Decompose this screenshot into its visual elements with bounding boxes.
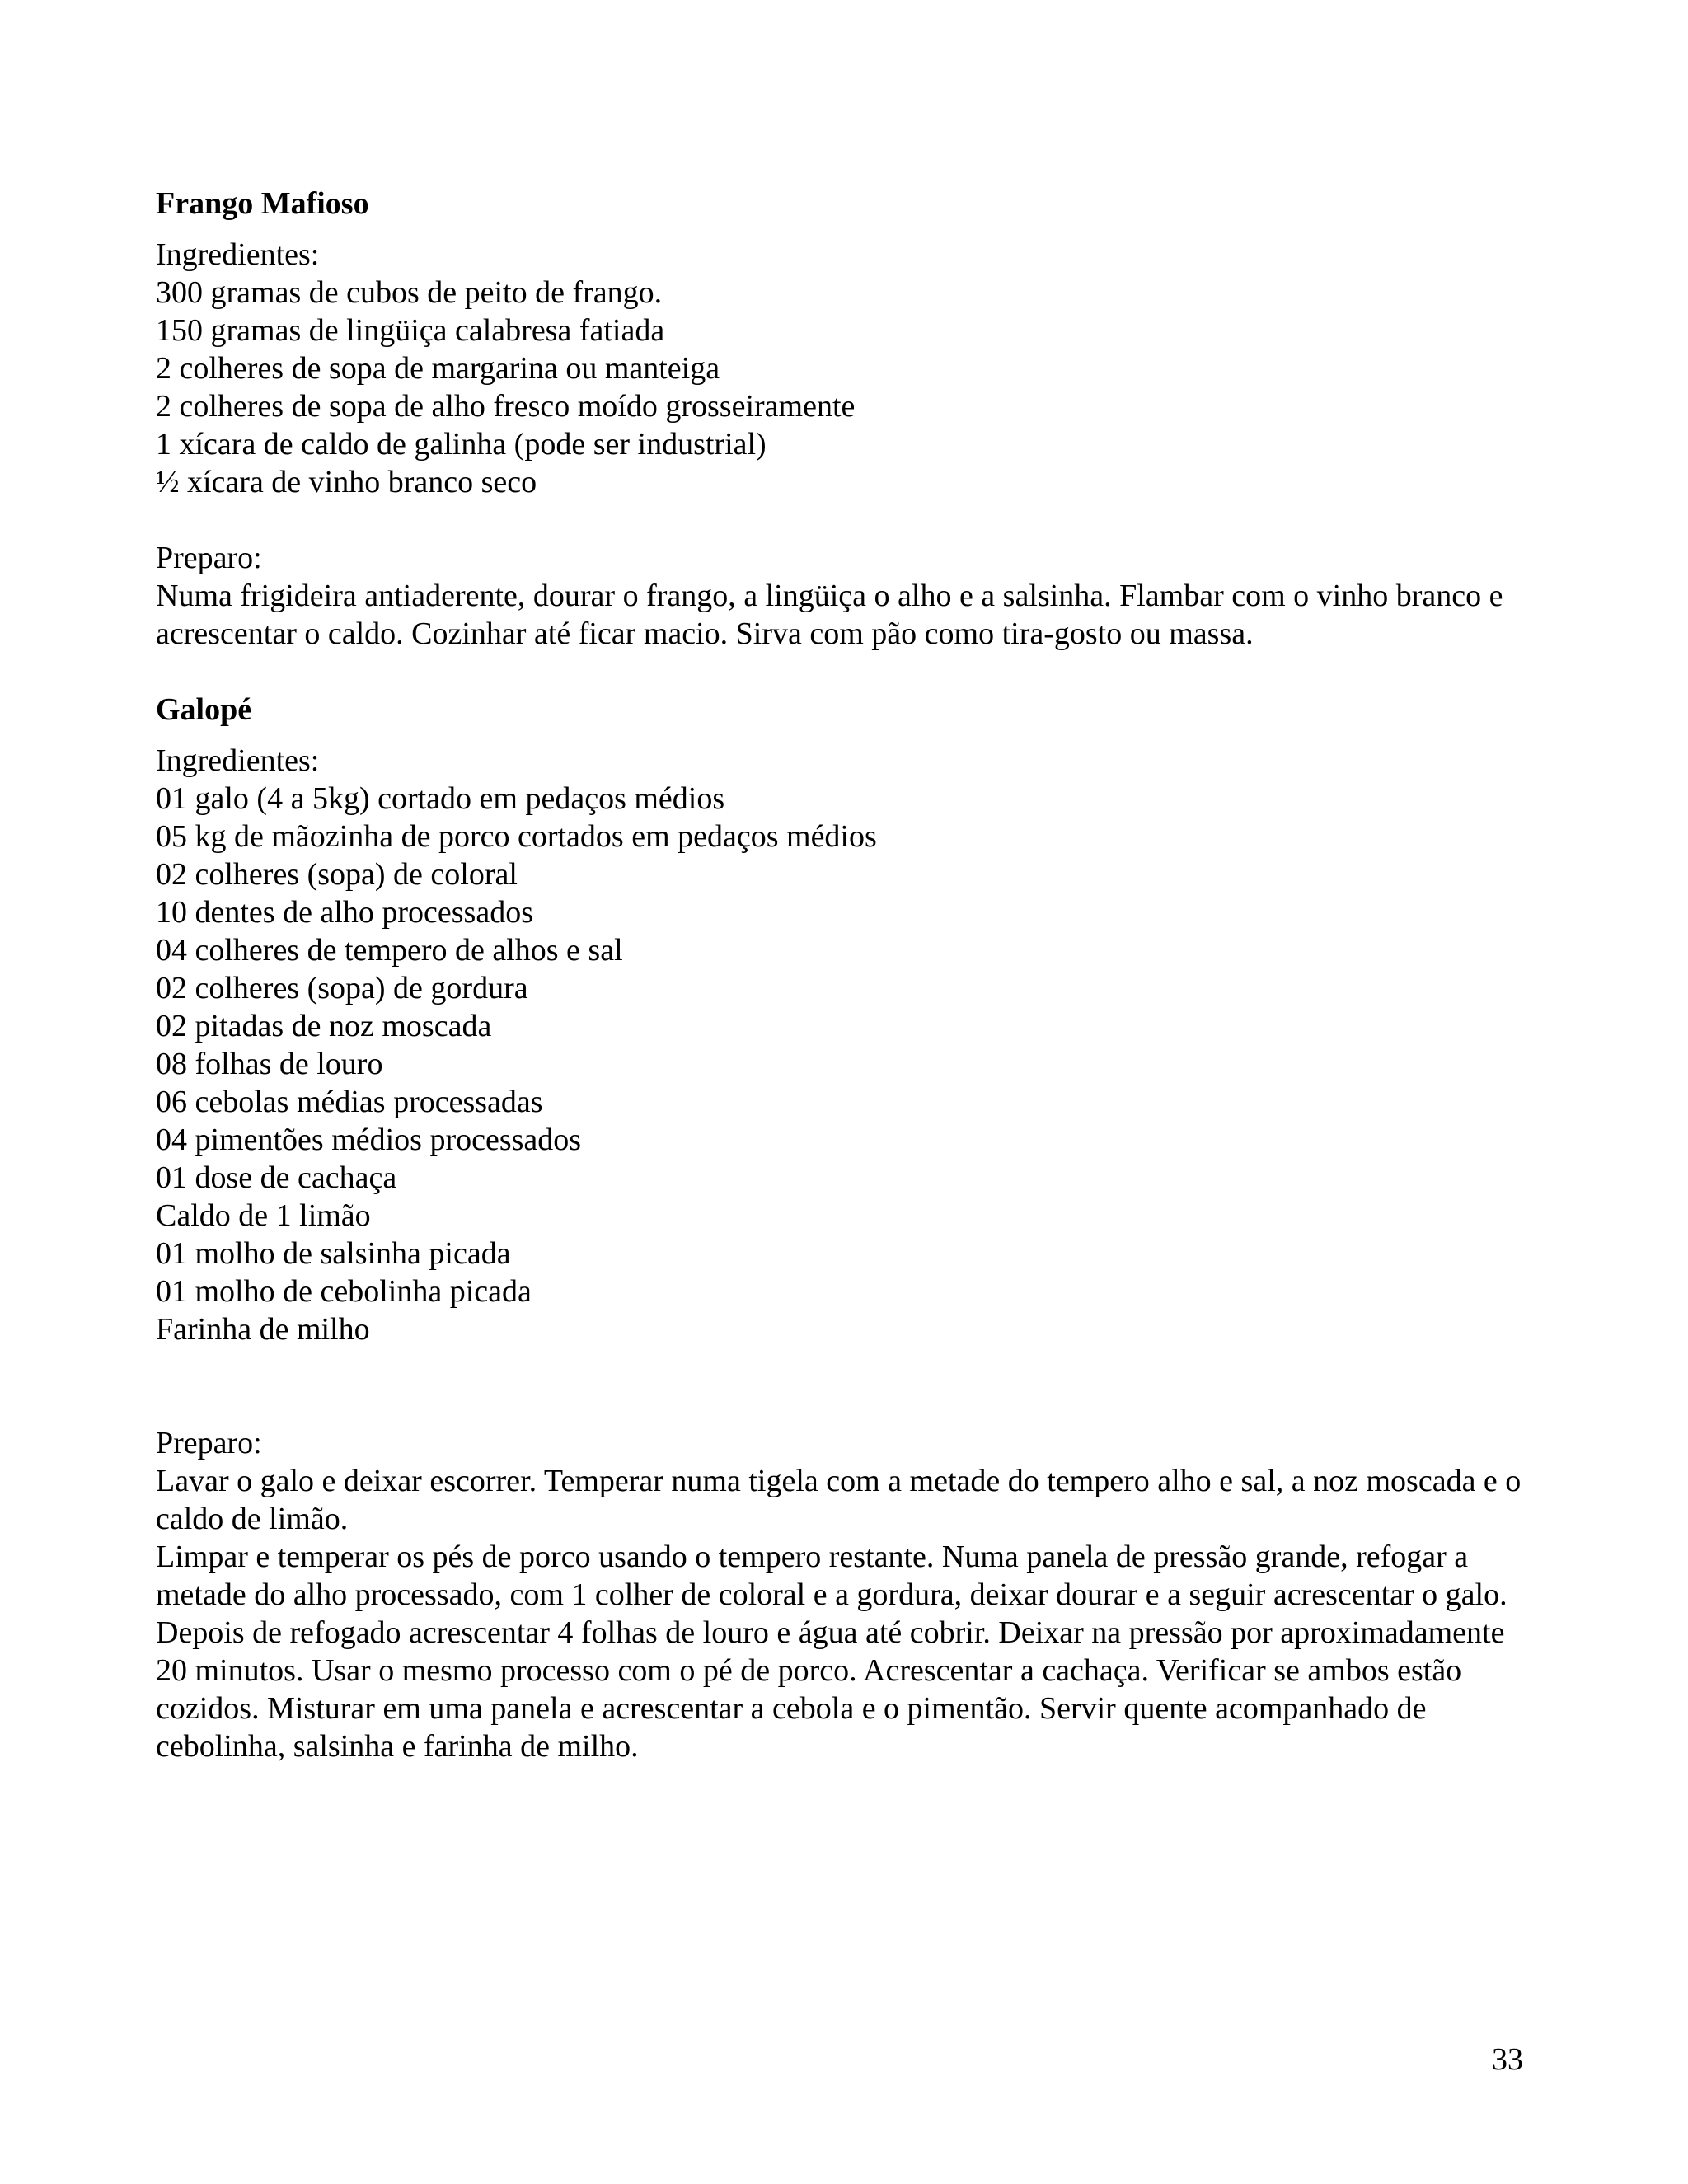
- recipe-title: Frango Mafioso: [156, 186, 369, 221]
- preparation-paragraph: Numa frigideira antiaderente, dourar o frango, a lingüiça o alho e a salsinha. Flambar com o vinho branco e acrescentar o caldo. Cozinhar até ficar macio. Sirva com pão como tira-gosto ou massa.: [156, 579, 1503, 651]
- ingredient-line: ½ xícara de vinho branco seco: [156, 465, 537, 499]
- ingredients-label: Ingredientes:: [156, 743, 320, 778]
- ingredient-line: 1 xícara de caldo de galinha (pode ser industrial): [156, 427, 767, 462]
- page-number: 33: [1492, 2042, 1523, 2077]
- ingredient-line: 01 molho de salsinha picada: [156, 1236, 511, 1271]
- ingredients-list: [156, 274, 1540, 501]
- preparation-paragraph: Limpar e temperar os pés de porco usando o tempero restante. Numa panela de pressão grande, refogar a metade do alho processado, com 1 colher de coloral e a gordura, deixar dourar e a seguir acrescentar o galo. Depois de refogado acrescentar 4 folhas de louro e água até cobrir. Deixar na pressão por aproximadamente 20 minutos. Usar o mesmo processo com o pé de porco. Acrescentar a cachaça. Verificar se ambos estão cozidos. Misturar em uma panela e acrescentar a cebola e o pimentão. Servir quente acompanhado de cebolinha, salsinha e farinha de milho.: [156, 1540, 1507, 1764]
- ingredient-line: 01 molho de cebolinha picada: [156, 1274, 532, 1309]
- ingredient-line: 08 folhas de louro: [156, 1047, 383, 1081]
- page-content: [156, 185, 1540, 1765]
- ingredient-line: 2 colheres de sopa de alho fresco moído grosseiramente: [156, 389, 856, 424]
- ingredient-line: 01 galo (4 a 5kg) cortado em pedaços médios: [156, 781, 725, 816]
- ingredient-line: 02 colheres (sopa) de gordura: [156, 971, 528, 1005]
- ingredient-line: 02 pitadas de noz moscada: [156, 1009, 492, 1043]
- ingredient-line: Caldo de 1 limão: [156, 1198, 371, 1233]
- preparation-label: Preparo:: [156, 1426, 262, 1460]
- recipe-title: Galopé: [156, 692, 252, 727]
- ingredient-line: 04 colheres de tempero de alhos e sal: [156, 933, 623, 968]
- preparation-paragraph: Lavar o galo e deixar escorrer. Temperar numa tigela com a metade do tempero alho e sal, a noz moscada e o caldo de limão.: [156, 1464, 1522, 1536]
- ingredient-line: 04 pimentões médios processados: [156, 1122, 582, 1157]
- ingredient-line: 05 kg de mãozinha de porco cortados em pedaços médios: [156, 819, 877, 854]
- preparation-label: Preparo:: [156, 541, 262, 575]
- recipe-frango-mafioso: [156, 185, 1540, 653]
- ingredient-line: Farinha de milho: [156, 1312, 370, 1347]
- ingredient-line: 02 colheres (sopa) de coloral: [156, 857, 518, 892]
- ingredients-list: [156, 780, 1540, 1348]
- ingredient-line: 10 dentes de alho processados: [156, 895, 533, 930]
- ingredient-line: 2 colheres de sopa de margarina ou manteiga: [156, 351, 720, 386]
- ingredients-label: Ingredientes:: [156, 237, 320, 272]
- ingredient-line: 150 gramas de lingüiça calabresa fatiada: [156, 313, 665, 348]
- ingredient-line: 01 dose de cachaça: [156, 1160, 397, 1195]
- ingredient-line: 06 cebolas médias processadas: [156, 1085, 543, 1119]
- recipe-galope: [156, 691, 1540, 1765]
- ingredient-line: 300 gramas de cubos de peito de frango.: [156, 275, 663, 310]
